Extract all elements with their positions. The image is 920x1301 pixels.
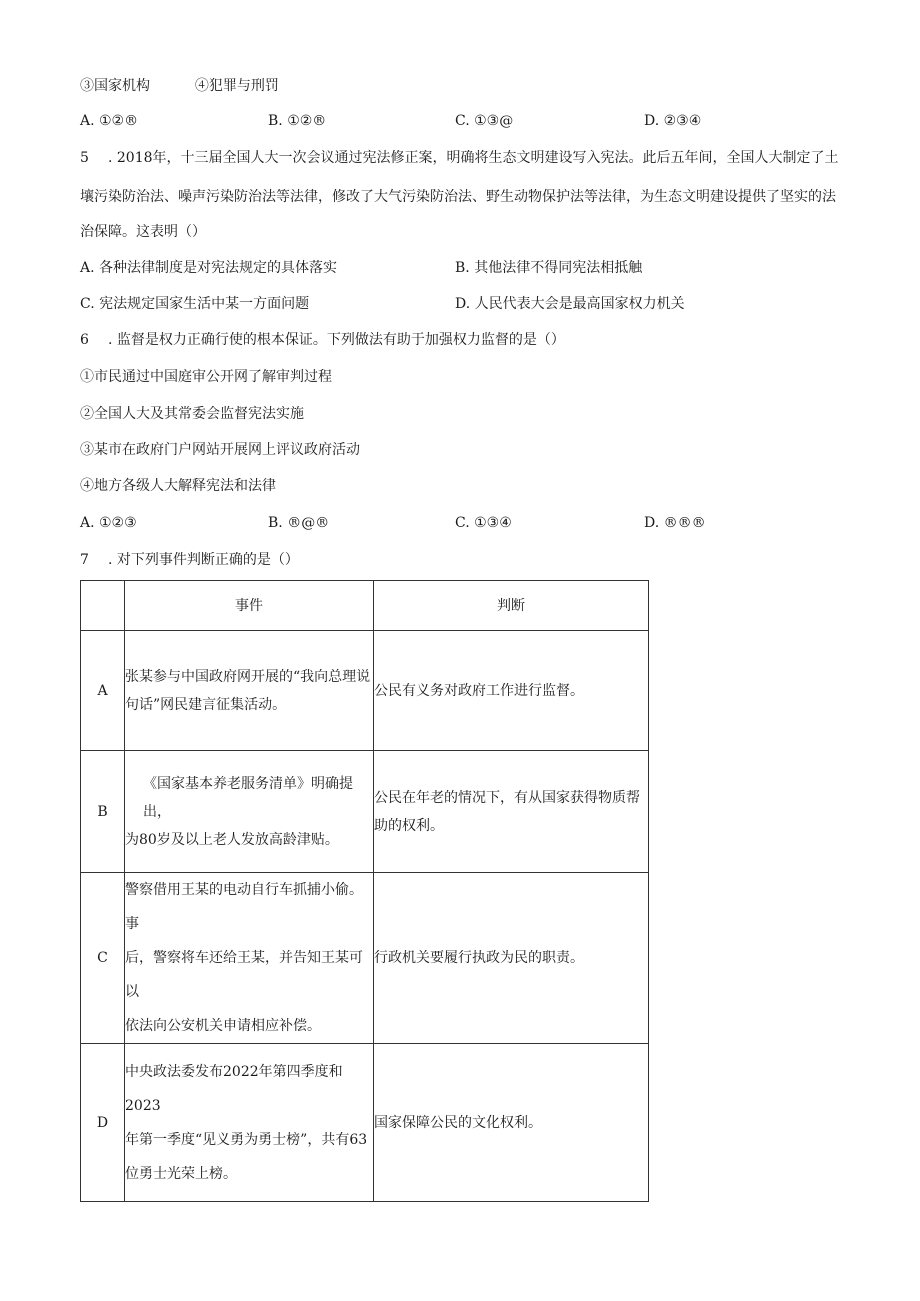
event-cell: 张某参与中国政府网开展的“我向总理说 句话”网民建言征集活动。 [125, 631, 374, 751]
q4-option-b[interactable]: B. ①②® [268, 113, 327, 129]
event-cell: 《国家基本养老服务清单》明确提出， 为80岁及以上老人发放高龄津贴。 [125, 751, 374, 873]
q6-option-a[interactable]: A. ①②③ [80, 515, 137, 531]
q4-option-c[interactable]: C. ①③@ [455, 113, 514, 129]
row-letter: A [81, 631, 125, 751]
row-letter: C [81, 873, 125, 1044]
header-blank [81, 581, 125, 631]
event-cell: 中央政法委发布2022年第四季度和2023 年第一季度“见义勇为勇士榜”，共有63 位勇士光荣上榜。 [125, 1044, 374, 1202]
q7-events-table [80, 580, 649, 1202]
q5-option-b[interactable]: B. 其他法律不得同宪法相抵触 [455, 260, 643, 276]
q6-option-c[interactable]: C. ①③④ [455, 515, 512, 531]
q4-item-4: ④犯罪与刑罚 [194, 78, 279, 94]
q6-item-3: ③某市在政府门户网站开展网上评议政府活动 [80, 442, 360, 458]
row-letter: D [81, 1044, 125, 1202]
header-judgment: 判断 [374, 581, 649, 631]
q6-stem: 6 . 监督是权力正确行使的根本保证。下列做法有助于加强权力监督的是（） [80, 332, 565, 348]
q4-option-a[interactable]: A. ①②® [80, 113, 139, 129]
event-cell: 警察借用王某的电动自行车抓捕小偷。事 后，警察将车还给王某，并告知王某可以 依法向公安机关申请相应补偿。 [125, 873, 374, 1044]
q5-stem-line-3: 治保障。这表明（） [80, 224, 206, 240]
judgment-cell: 公民在年老的情况下，有从国家获得物质帮 助的权利。 [374, 751, 649, 873]
table-row [81, 631, 649, 751]
table-row [81, 1044, 649, 1202]
q5-stem-line-1: 5 . 2018年，十三届全国人大一次会议通过宪法修正案，明确将生态文明建设写入宪法。此后五年间，全国人大制定了土 [80, 150, 839, 166]
table-row [81, 873, 649, 1044]
q6-item-2: ②全国人大及其常委会监督宪法实施 [80, 406, 304, 422]
q7-stem: 7 . 对下列事件判断正确的是（） [80, 552, 299, 568]
table-header-row [81, 581, 649, 631]
q6-number: 6 [80, 332, 89, 348]
q4-items-line [80, 76, 279, 96]
q7-number: 7 [80, 552, 89, 568]
q5-number: 5 [80, 150, 89, 166]
q6-item-1: ①市民通过中国庭审公开网了解审判过程 [80, 369, 332, 385]
q5-option-c[interactable]: C. 宪法规定国家生活中某一方面问题 [80, 296, 310, 312]
judgment-cell: 公民有义务对政府工作进行监督。 [374, 631, 649, 751]
q5-option-d[interactable]: D. 人民代表大会是最高国家权力机关 [455, 296, 685, 312]
q6-item-4: ④地方各级人大解释宪法和法律 [80, 478, 276, 494]
q6-option-d[interactable]: D. ®®® [644, 515, 706, 531]
judgment-cell: 行政机关要履行执政为民的职责。 [374, 873, 649, 1044]
table-row [81, 751, 649, 873]
q4-option-d[interactable]: D. ②③④ [644, 113, 702, 129]
judgment-cell: 国家保障公民的文化权利。 [374, 1044, 649, 1202]
q5-option-a[interactable]: A. 各种法律制度是对宪法规定的具体落实 [80, 260, 338, 276]
q5-stem-line-2: 壤污染防治法、噪声污染防治法等法律，修改了大气污染防治法、野生动物保护法等法律，为生态文明建设提供了坚实的法 [80, 189, 836, 205]
row-letter: B [81, 751, 125, 873]
header-event: 事件 [125, 581, 374, 631]
q4-item-3: ③国家机构 [80, 78, 150, 94]
q6-option-b[interactable]: B. ®@® [268, 515, 330, 531]
